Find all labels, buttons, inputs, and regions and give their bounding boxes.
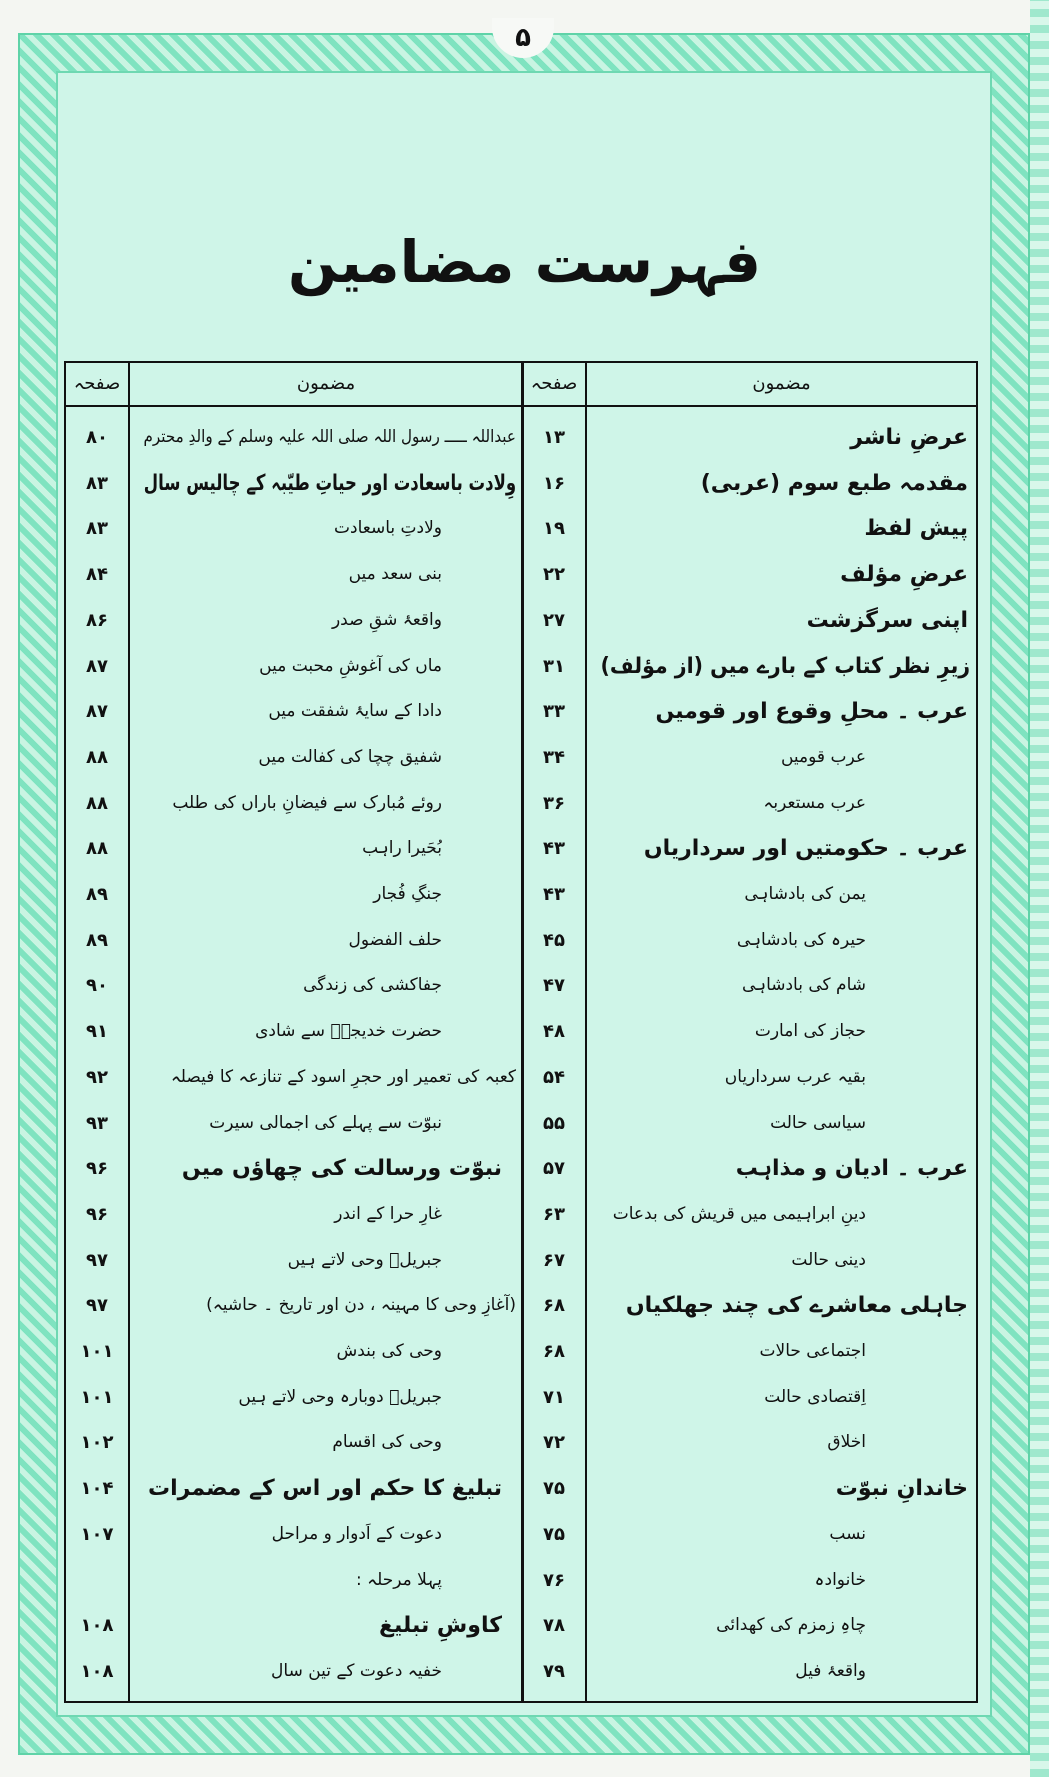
toc-entry bbox=[523, 1512, 976, 1557]
entry-page-number: ۵۴ bbox=[543, 1066, 565, 1088]
entry-page-number: ۱۰۲ bbox=[80, 1432, 114, 1454]
entry-page-number: ۶۷ bbox=[543, 1249, 565, 1271]
entry-page-number: ۸۹ bbox=[86, 884, 108, 905]
header-subject: مضمون bbox=[296, 373, 356, 394]
entry-page-number: ۸۹ bbox=[86, 929, 108, 951]
toc-table-left bbox=[64, 361, 524, 1703]
entry-page-number: ۸۸ bbox=[86, 838, 108, 860]
table-header bbox=[523, 363, 976, 407]
toc-entry bbox=[66, 1558, 522, 1603]
entry-title-cell bbox=[136, 598, 442, 643]
header-page: صفحہ bbox=[530, 373, 578, 394]
entry-title: ولادتِ باسعادت bbox=[334, 518, 442, 539]
entry-title: نبوّت ورسالت کی چھاؤں میں bbox=[181, 1156, 502, 1182]
entry-title-cell bbox=[593, 598, 968, 643]
toc-entry bbox=[66, 644, 522, 689]
toc-entry bbox=[523, 1192, 976, 1237]
entry-title: روئے مُبارک سے فیضانِ باراں کی طلب bbox=[172, 792, 442, 813]
entry-page-number: ۲۲ bbox=[543, 564, 565, 586]
toc-entry bbox=[66, 1101, 522, 1146]
entry-title-cell bbox=[593, 1512, 866, 1557]
entry-title-cell bbox=[136, 461, 516, 506]
toc-entry bbox=[523, 735, 976, 780]
entry-page-number: ۱۹ bbox=[543, 518, 565, 540]
entry-title: دینی حالت bbox=[791, 1249, 866, 1270]
entry-page-number: ۹۲ bbox=[86, 1066, 108, 1088]
toc-entry bbox=[523, 1649, 976, 1694]
toc-entry bbox=[66, 1420, 522, 1465]
entry-title-cell bbox=[136, 1512, 442, 1557]
toc-entry bbox=[66, 1238, 522, 1283]
entry-title: واقعۂ شقِ صدر bbox=[331, 609, 442, 630]
entry-page-number: ۳۳ bbox=[543, 701, 565, 723]
toc-entry bbox=[66, 598, 522, 643]
entry-page-number: ۴۳ bbox=[543, 884, 565, 905]
toc-entry bbox=[523, 1420, 976, 1465]
entry-title-cell bbox=[593, 1238, 866, 1283]
entry-title: نسب bbox=[829, 1523, 866, 1544]
entry-page-number: ۸۷ bbox=[86, 701, 108, 723]
entry-title: پہلا مرحلہ : bbox=[356, 1569, 442, 1590]
entry-title-cell bbox=[593, 1192, 866, 1237]
toc-entry bbox=[523, 1101, 976, 1146]
entry-title-cell bbox=[593, 1329, 866, 1374]
toc-entry bbox=[523, 1329, 976, 1374]
entry-page-number: ۲۷ bbox=[543, 609, 565, 631]
entry-title-cell bbox=[593, 1558, 866, 1603]
entry-title: یمن کی بادشاہی bbox=[744, 884, 866, 904]
header-subject: مضمون bbox=[752, 373, 811, 394]
entry-title: خفیہ دعوت کے تین سال bbox=[271, 1660, 442, 1681]
entry-page-number: ۱۰۷ bbox=[80, 1523, 114, 1545]
page-number: ۵ bbox=[492, 18, 554, 58]
entry-title: جنگِ فُجار bbox=[373, 884, 442, 904]
entry-page-number: ۳۱ bbox=[543, 655, 565, 677]
entry-title-cell bbox=[136, 1055, 516, 1100]
entry-title: پیش لفظ bbox=[864, 516, 968, 542]
entry-page-number: ۱۰۸ bbox=[80, 1615, 114, 1637]
entry-title: عرب ۔ حکومتیں اور سرداریاں bbox=[643, 836, 968, 862]
entry-page-number: ۷۹ bbox=[543, 1660, 565, 1682]
entry-title: خانوادہ bbox=[814, 1569, 866, 1590]
entry-title-cell bbox=[136, 644, 442, 689]
toc-entry bbox=[523, 826, 976, 871]
entry-title: مقدمہ طبع سوم (عربی) bbox=[700, 470, 968, 496]
entry-page-number: ۴۳ bbox=[543, 838, 565, 860]
entry-title-cell bbox=[136, 826, 442, 871]
entry-title: جبریلؑ دوبارہ وحی لاتے ہیں bbox=[238, 1386, 442, 1407]
entry-title: اجتماعی حالات bbox=[759, 1341, 866, 1361]
toc-entry bbox=[66, 872, 522, 917]
entry-title-cell bbox=[136, 1420, 442, 1465]
toc-entry bbox=[66, 1192, 522, 1237]
entry-page-number: ۷۶ bbox=[543, 1569, 565, 1591]
toc-entry bbox=[66, 918, 522, 963]
toc-entry bbox=[66, 963, 522, 1008]
entry-page-number: ۹۶ bbox=[86, 1158, 108, 1180]
entry-page-number: ۱۳ bbox=[543, 427, 565, 448]
entry-title-cell bbox=[136, 1146, 502, 1191]
toc-entry bbox=[523, 461, 976, 506]
entry-page-number: ۹۶ bbox=[86, 1203, 108, 1225]
entry-title-cell bbox=[593, 1466, 968, 1511]
toc-entry bbox=[523, 1055, 976, 1100]
entry-title-cell bbox=[593, 1375, 866, 1420]
entry-title: زیرِ نظر کتاب کے بارے میں (از مؤلف) bbox=[600, 653, 970, 679]
entry-title: دینِ ابراہیمی میں قریش کی بدعات bbox=[612, 1203, 866, 1224]
entry-title: وحی کی اقسام bbox=[332, 1432, 442, 1453]
toc-entry bbox=[66, 1512, 522, 1557]
entry-page-number: ۹۷ bbox=[86, 1249, 108, 1271]
entry-title: دعوت کے اَدوار و مراحل bbox=[271, 1523, 442, 1544]
entry-title: عبداللہ ـــــ رسول اللہ صلی اللہ علیہ وسلم کے والدِ محترم bbox=[143, 427, 516, 447]
entry-page-number: ۸۳ bbox=[86, 472, 108, 494]
entry-page-number: ۹۰ bbox=[86, 975, 108, 997]
toc-entry bbox=[66, 1283, 522, 1328]
entry-title-cell bbox=[136, 872, 442, 917]
toc-entry bbox=[523, 1603, 976, 1648]
header-page: صفحہ bbox=[73, 373, 121, 394]
toc-entry bbox=[523, 1466, 976, 1511]
entry-page-number: ۸۸ bbox=[86, 792, 108, 814]
entry-title-cell bbox=[593, 552, 968, 597]
entry-title-cell bbox=[136, 1009, 442, 1054]
entry-title: عرب ۔ محلِ وقوع اور قومیں bbox=[655, 699, 968, 725]
entry-title: سیاسی حالت bbox=[770, 1112, 866, 1133]
entry-title-cell bbox=[136, 1101, 442, 1146]
toc-entry bbox=[66, 1329, 522, 1374]
entry-page-number: ۹۷ bbox=[86, 1295, 108, 1317]
toc-entry bbox=[523, 506, 976, 551]
entry-title: دادا کے سایۂ شفقت میں bbox=[268, 701, 442, 722]
entry-title-cell bbox=[136, 1649, 442, 1694]
entry-title: واقعۂ فیل bbox=[795, 1660, 866, 1681]
entry-title-cell bbox=[136, 552, 442, 597]
entry-title: عرضِ مؤلف bbox=[840, 562, 968, 588]
entry-title: کاوشِ تبلیغ bbox=[379, 1613, 502, 1639]
entry-page-number: ۱۰۴ bbox=[80, 1478, 114, 1500]
entry-title: وِلادت باسعادت اور حیاتِ طیّبہ کے چالیس سال bbox=[143, 470, 516, 496]
entry-title-cell bbox=[593, 872, 866, 917]
entry-title-cell bbox=[136, 689, 442, 734]
entry-page-number: ۸۸ bbox=[86, 746, 108, 768]
toc-entry bbox=[66, 415, 522, 460]
entry-page-number: ۸۰ bbox=[86, 427, 108, 448]
entry-title-cell bbox=[593, 1420, 866, 1465]
toc-entry bbox=[66, 781, 522, 826]
toc-entry bbox=[66, 1466, 522, 1511]
entry-page-number: ۳۶ bbox=[543, 792, 565, 814]
toc-entry bbox=[66, 826, 522, 871]
toc-entry bbox=[66, 1603, 522, 1648]
entry-title: نبوّت سے پہلے کی اجمالی سیرت bbox=[209, 1112, 442, 1133]
entry-page-number: ۴۷ bbox=[543, 975, 565, 997]
toc-entry bbox=[66, 461, 522, 506]
page-title: فہرست مضامین bbox=[287, 228, 762, 296]
entry-page-number: ۴۸ bbox=[543, 1021, 565, 1043]
toc-entry bbox=[523, 1375, 976, 1420]
entry-title: تبلیغ کا حکم اور اس کے مضمرات bbox=[148, 1476, 502, 1502]
entry-title: بُحَیرا راہب bbox=[362, 838, 442, 859]
entry-page-number: ۹۳ bbox=[86, 1112, 108, 1134]
toc-entry bbox=[66, 1649, 522, 1694]
entry-page-number: ۷۵ bbox=[543, 1478, 565, 1500]
entry-page-number: ۶۳ bbox=[543, 1203, 565, 1225]
entry-title-cell bbox=[136, 1603, 502, 1648]
entry-page-number: ۸۶ bbox=[86, 609, 108, 631]
toc-entry bbox=[523, 598, 976, 643]
toc-entry bbox=[523, 1009, 976, 1054]
toc-entry bbox=[66, 689, 522, 734]
entry-title-cell bbox=[593, 1101, 866, 1146]
entry-title-cell bbox=[136, 1238, 442, 1283]
entry-title-cell bbox=[136, 506, 442, 551]
toc-entry bbox=[523, 644, 976, 689]
entry-title: غارِ حرا کے اندر bbox=[334, 1203, 442, 1224]
entry-title: حجاز کی امارت bbox=[754, 1021, 866, 1042]
entry-page-number: ۸۳ bbox=[86, 518, 108, 540]
entry-title: عرضِ ناشر bbox=[850, 425, 968, 450]
entry-page-number: ۱۰۸ bbox=[80, 1660, 114, 1682]
entry-title-cell bbox=[593, 1146, 968, 1191]
entry-page-number: ۷۱ bbox=[543, 1386, 565, 1408]
entry-title: حلف الفضول bbox=[348, 929, 442, 950]
entry-page-number: ۱۰۱ bbox=[80, 1341, 114, 1362]
toc-entry bbox=[66, 1146, 522, 1191]
entry-page-number: ۳۴ bbox=[543, 746, 565, 768]
toc-entry bbox=[523, 1238, 976, 1283]
toc-entry bbox=[523, 415, 976, 460]
toc-entry bbox=[523, 552, 976, 597]
entry-page-number: ۹۱ bbox=[86, 1021, 108, 1043]
entry-title: بنی سعد میں bbox=[348, 564, 442, 585]
entry-page-number: ۱۰۱ bbox=[80, 1386, 114, 1408]
toc-entry bbox=[523, 781, 976, 826]
entry-page-number: ۸۷ bbox=[86, 655, 108, 677]
entry-title-cell bbox=[136, 1283, 516, 1328]
entry-title: جفاکشی کی زندگی bbox=[303, 975, 442, 996]
entry-page-number: ۷۵ bbox=[543, 1523, 565, 1545]
toc-entry bbox=[66, 506, 522, 551]
entry-page-number: ۷۲ bbox=[543, 1432, 565, 1454]
entry-title-cell bbox=[136, 1192, 442, 1237]
entry-page-number: ۵۷ bbox=[543, 1158, 565, 1180]
entry-title: بقیہ عرب سرداریاں bbox=[724, 1066, 866, 1087]
toc-entry bbox=[523, 1283, 976, 1328]
entry-title-cell bbox=[136, 781, 442, 826]
entry-title-cell bbox=[593, 1649, 866, 1694]
entry-title-cell bbox=[593, 963, 866, 1008]
entry-title-cell bbox=[593, 1009, 866, 1054]
toc-entry bbox=[523, 963, 976, 1008]
toc-entry bbox=[66, 552, 522, 597]
toc-entry bbox=[66, 735, 522, 780]
entry-page-number: ۸۴ bbox=[86, 564, 108, 586]
entry-title: اپنی سرگزشت bbox=[806, 607, 968, 633]
toc-table-right bbox=[521, 361, 978, 1703]
toc-entry bbox=[523, 1146, 976, 1191]
entry-title-cell bbox=[136, 963, 442, 1008]
entry-page-number: ۶۸ bbox=[543, 1341, 565, 1362]
entry-page-number: ۴۵ bbox=[543, 929, 565, 951]
entry-title: چاہِ زمزم کی کھدائی bbox=[716, 1615, 866, 1636]
entry-title: جاہلی معاشرے کی چند جھلکیاں bbox=[625, 1293, 968, 1319]
entry-title-cell bbox=[593, 644, 970, 689]
toc-entry bbox=[66, 1009, 522, 1054]
entry-title: ماں کی آغوشِ محبت میں bbox=[259, 655, 442, 676]
entry-title-cell bbox=[593, 506, 968, 551]
toc-entry bbox=[523, 872, 976, 917]
entry-title-cell bbox=[593, 415, 968, 460]
entry-title-cell bbox=[593, 781, 866, 826]
entry-title-cell bbox=[593, 1055, 866, 1100]
entry-title: عرب قومیں bbox=[780, 746, 866, 767]
entry-title: عرب ۔ ادیان و مذاہب bbox=[735, 1156, 968, 1182]
toc-entry bbox=[66, 1055, 522, 1100]
entry-title-cell bbox=[593, 735, 866, 780]
entry-title-cell bbox=[593, 826, 968, 871]
entry-title-cell bbox=[136, 1329, 442, 1374]
entry-page-number: ۱۶ bbox=[543, 472, 565, 494]
entry-title: حیرہ کی بادشاہی bbox=[736, 929, 866, 950]
entry-title-cell bbox=[136, 1558, 442, 1603]
entry-title: شفیق چچا کی کفالت میں bbox=[258, 746, 442, 767]
entry-title: حضرت خدیجہؓ سے شادی bbox=[255, 1021, 442, 1042]
toc-entry bbox=[523, 689, 976, 734]
entry-title: (آغازِ وحی کا مہینہ ، دن اور تاریخ ۔ حاشیہ) bbox=[206, 1295, 516, 1316]
entry-title: عرب مستعربہ bbox=[763, 792, 866, 813]
entry-title-cell bbox=[136, 1466, 502, 1511]
entry-title: وحی کی بندش bbox=[336, 1341, 442, 1361]
entry-title-cell bbox=[136, 918, 442, 963]
entry-title: اخلاق bbox=[827, 1432, 866, 1453]
entry-title-cell bbox=[593, 461, 968, 506]
toc-entry bbox=[523, 918, 976, 963]
entry-title-cell bbox=[136, 735, 442, 780]
entry-title-cell bbox=[593, 918, 866, 963]
toc-entry bbox=[66, 1375, 522, 1420]
entry-title-cell bbox=[136, 415, 516, 460]
entry-page-number: ۵۵ bbox=[543, 1112, 565, 1134]
entry-page-number: ۶۸ bbox=[543, 1295, 565, 1317]
entry-title-cell bbox=[593, 1603, 866, 1648]
entry-title-cell bbox=[593, 1283, 968, 1328]
table-header bbox=[66, 363, 522, 407]
entry-page-number: ۷۸ bbox=[543, 1615, 565, 1637]
entry-title: اِقتصادی حالت bbox=[764, 1386, 866, 1407]
entry-title: خاندانِ نبوّت bbox=[835, 1476, 968, 1502]
entry-title: جبریلؑ وحی لاتے ہیں bbox=[287, 1249, 442, 1270]
entry-title-cell bbox=[593, 689, 968, 734]
entry-title: کعبہ کی تعمیر اور حجرِ اسود کے تنازعہ کا فیصلہ bbox=[170, 1066, 516, 1087]
entry-title-cell bbox=[136, 1375, 442, 1420]
entry-title: شام کی بادشاہی bbox=[741, 975, 866, 996]
toc-entry bbox=[523, 1558, 976, 1603]
